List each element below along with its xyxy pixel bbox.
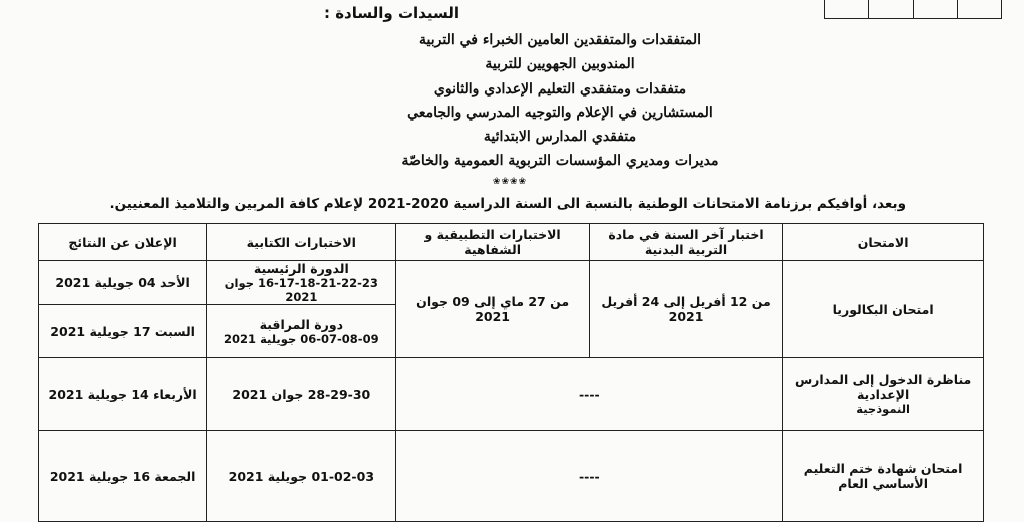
prep-name-line1: مناظرة الدخول إلى المدارس الإعدادية <box>794 372 972 402</box>
bac-control-results: السبت 17 جويلية 2021 <box>39 305 207 358</box>
exam-schedule-table <box>38 223 984 522</box>
header-exam: الامتحان <box>783 224 984 261</box>
table-header-row <box>39 224 984 261</box>
salutation: السيدات والسادة : <box>323 4 459 22</box>
control-session-title: دورة المراقبة <box>259 316 344 332</box>
bac-name: امتحان البكالوريا <box>783 261 984 358</box>
basic-results: الجمعة 16 جويلية 2021 <box>39 431 207 522</box>
bac-pe: من 12 أفريل إلى 24 أفريل 2021 <box>589 261 782 358</box>
header-written: الاختبارات الكتابية <box>207 224 396 261</box>
flower-separator: ❀❀❀❀ <box>492 177 528 187</box>
bac-main-results: الأحد 04 جويلية 2021 <box>39 261 207 305</box>
table-row <box>39 431 984 522</box>
recipient-line: المتفقدات والمتفقدين العامين الخبراء في التربية <box>419 32 701 48</box>
table-row <box>39 261 984 305</box>
prep-name-line2: النموذجية <box>856 402 910 416</box>
header-practical: الاختبارات التطبيقية و الشفاهية <box>396 224 589 261</box>
recipient-line: المندوبين الجهويين للتربية <box>485 56 635 73</box>
reference-stamp-box <box>824 0 1002 19</box>
main-session-dates: 16-17-18-21-22-23 جوان 2021 <box>224 276 378 304</box>
bac-main-session <box>207 261 396 305</box>
recipient-line: متفقدي المدارس الابتدائية <box>483 129 637 146</box>
header-results: الإعلان عن النتائج <box>39 224 207 261</box>
main-session-title: الدورة الرئيسية <box>253 261 349 276</box>
recipients-list <box>300 28 820 174</box>
intro-paragraph: وبعد، أوافيكم برزنامة الامتحانات الوطنية بالنسبة الى السنة الدراسية 2020-2021 لإعلام كافة المربين والتلاميذ المعنيين. <box>109 196 906 212</box>
prep-name <box>783 358 984 431</box>
basic-pe-practical: ---- <box>396 431 783 522</box>
prep-written: 28-29-30 جوان 2021 <box>207 358 396 431</box>
recipient-line: مديرات ومديري المؤسسات التربوية العمومية والخاصّة <box>401 153 719 170</box>
table-row <box>39 358 984 431</box>
control-session-dates: 06-07-08-09 جويلية 2021 <box>224 331 379 346</box>
basic-written: 01-02-03 جويلية 2021 <box>207 431 396 522</box>
recipient-line: متفقدات ومتفقدي التعليم الإعدادي والثانوي <box>433 80 687 97</box>
basic-name: امتحان شهادة ختم التعليم الأساسي العام <box>783 431 984 522</box>
prep-results: الأربعاء 14 جويلية 2021 <box>39 358 207 431</box>
bac-control-session <box>207 305 396 358</box>
bac-practical: من 27 ماي إلى 09 جوان 2021 <box>396 261 589 358</box>
header-pe: اختبار آخر السنة في مادة التربية البدنية <box>589 224 782 261</box>
recipient-line: المستشارين في الإعلام والتوجيه المدرسي والجامعي <box>407 104 713 121</box>
prep-pe-practical: ---- <box>396 358 783 431</box>
